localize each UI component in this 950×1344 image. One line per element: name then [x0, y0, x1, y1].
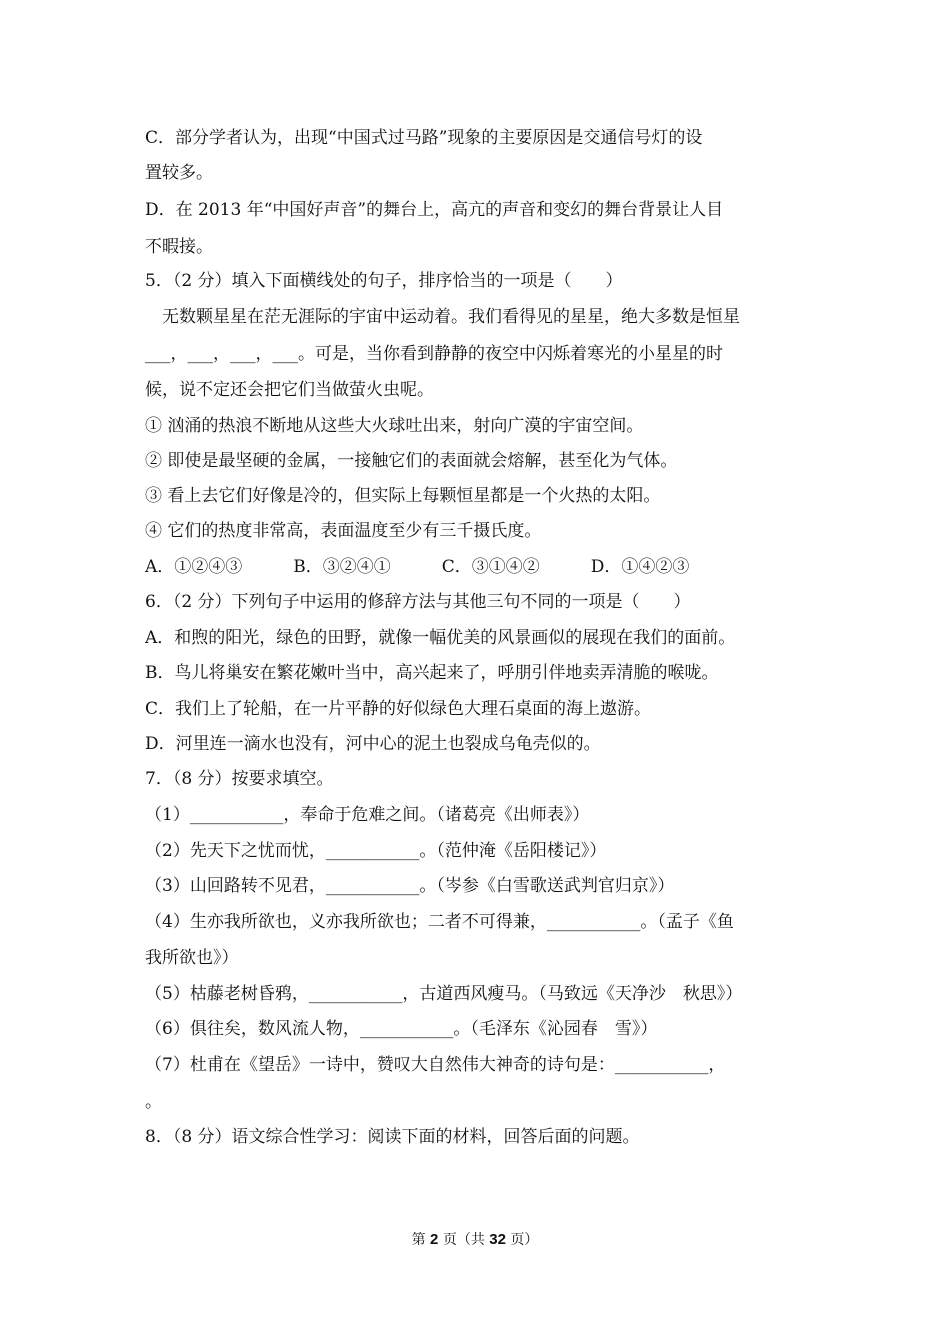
fill-7-line-2: 。 — [145, 1092, 162, 1112]
question-8-title: 8．（8 分）语文综合性学习：阅读下面的材料，回答后面的问题。 — [145, 1127, 640, 1147]
sentence-1: ① 汹涌的热浪不断地从这些大火球吐出来，射向广漠的宇宙空间。 — [145, 416, 644, 436]
option-d-line-1: D．在 2013 年“中国好声音”的舞台上，高亢的声音和变幻的舞台背景让人目 — [145, 200, 724, 220]
option-c-line-1: C．部分学者认为，出现“中国式过马路”现象的主要原因是交通信号灯的设 — [145, 128, 703, 148]
footer-total-pages: 32 — [489, 1231, 506, 1248]
sentence-3: ③ 看上去它们好像是冷的，但实际上每颗恒星都是一个火热的太阳。 — [145, 486, 661, 506]
footer-page-number: 2 — [430, 1231, 439, 1248]
question-7-title: 7．（8 分）按要求填空。 — [145, 769, 334, 789]
sentence-4: ④ 它们的热度非常高，表面温度至少有三千摄氏度。 — [145, 521, 542, 541]
question-5-title: 5．（2 分）填入下面横线处的句子，排序恰当的一项是（ ） — [145, 271, 623, 291]
question-6-option-c: C．我们上了轮船，在一片平静的好似绿色大理石桌面的海上遨游。 — [145, 699, 652, 719]
option-c-line-2: 置较多。 — [145, 163, 213, 183]
question-5-passage-line-3: 候，说不定还会把它们当做萤火虫呢。 — [145, 380, 434, 400]
fill-1: （1）___________，奉命于危难之间。（诸葛亮《出师表》） — [145, 805, 590, 825]
fill-4-line-2: 我所欲也》） — [145, 948, 239, 968]
fill-5: （5）枯藤老树昏鸦，___________，古道西风瘦马。（马致远《天净沙 秋思》） — [145, 984, 743, 1004]
fill-3: （3）山回路转不见君，___________。（岑参《白雪歌送武判官归京》） — [145, 876, 675, 896]
fill-7-line-1: （7）杜甫在《望岳》一诗中，赞叹大自然伟大神奇的诗句是：___________， — [145, 1055, 726, 1075]
footer-middle: 页（共 — [438, 1232, 490, 1248]
option-d-line-2: 不暇接。 — [145, 237, 213, 257]
page-footer — [0, 1230, 950, 1250]
footer-prefix: 第 — [411, 1232, 431, 1248]
sentence-2: ② 即使是最坚硬的金属，一接触它们的表面就会熔解，甚至化为气体。 — [145, 451, 678, 471]
fill-2: （2）先天下之忧而忧，___________。（范仲淹《岳阳楼记》） — [145, 841, 607, 861]
question-5-options: A．①②④③ B．③②④① C．③①④② D．①④②③ — [145, 557, 690, 577]
question-5-passage-line-2: ___，___，___，___。可是，当你看到静静的夜空中闪烁着寒光的小星星的时 — [145, 344, 723, 364]
question-5-passage-line-1: 无数颗星星在茫无涯际的宇宙中运动着。我们看得见的星星，绝大多数是恒星 — [162, 307, 740, 327]
question-6-option-b: B．鸟儿将巢安在繁花嫩叶当中，高兴起来了，呼朋引伴地卖弄清脆的喉咙。 — [145, 663, 719, 683]
question-6-option-a: A．和煦的阳光，绿色的田野，就像一幅优美的风景画似的展现在我们的面前。 — [145, 628, 736, 648]
question-6-title: 6．（2 分）下列句子中运用的修辞方法与其他三句不同的一项是（ ） — [145, 592, 691, 612]
fill-6: （6）俱往矣，数风流人物，___________。（毛泽东《沁园春 雪》） — [145, 1019, 658, 1039]
fill-4-line-1: （4）生亦我所欲也，义亦我所欲也；二者不可得兼，___________。（孟子《鱼 — [145, 912, 734, 932]
question-6-option-d: D．河里连一滴水也没有，河中心的泥土也裂成乌龟壳似的。 — [145, 734, 601, 754]
footer-suffix: 页） — [505, 1232, 539, 1248]
